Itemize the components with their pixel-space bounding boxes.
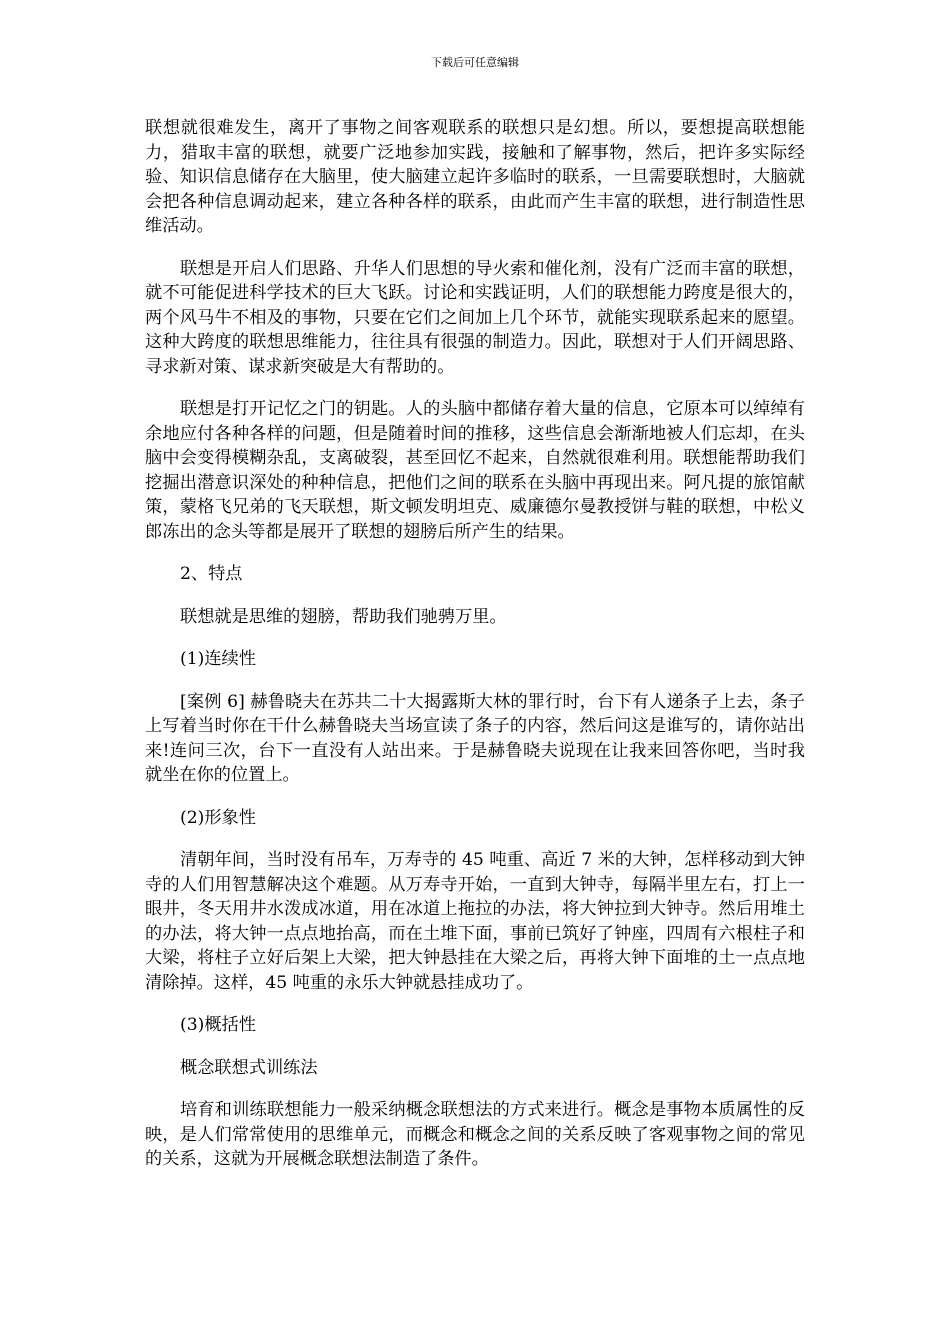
paragraph-1: 联想就很难发生，离开了事物之间客观联系的联想只是幻想。所以，要想提高联想能力，猎取丰富的联想，就要广泛地参加实践，接触和了解事物，然后，把许多实际经验、知识信息储存在大脑里，使大脑建立起许多临时的联系，一旦需要联想时，大脑就会把各种信息调动起来，建立各种各样的联系，由此而产生丰富的联想，进行制造性思维活动。	[145, 118, 805, 236]
subheading-generalization: (3)概括性	[180, 1015, 256, 1035]
paragraph-case-6: [案例 6] 赫鲁晓夫在苏共二十大揭露斯大林的罪行时，台下有人递条子上去，条子上写着当时你在干什么赫鲁晓夫当场宣读了条子的内容，然后问这是谁写的，请你站出来!连问三次，台下一直没有人站出来。于是赫鲁晓夫说现在让我来回答你吧，当时我就坐在你的位置上。	[145, 691, 805, 785]
subheading-continuity: (1)连续性	[180, 649, 256, 669]
paragraph-4: 联想就是思维的翅膀，帮助我们驰骋万里。	[180, 606, 507, 627]
paragraph-3: 联想是打开记忆之门的钥匙。人的头脑中都储存着大量的信息，它原本可以绰绰有余地应付各种各样的问题，但是随着时间的推移，这些信息会渐渐地被人们忘却，在头脑中会变得模糊杂乱，支离破裂，甚至回忆不起来，自然就很难利用。联想能帮助我们挖掘出潜意识深处的种种信息，把他们之间的联系在头脑中再现出来。阿凡提的旅馆献策，蒙格飞兄弟的飞天联想，斯文顿发明坦克、威廉德尔曼教授饼与鞋的联想，中松义郎冻出的念头等都是展开了联想的翅膀后所产生的结果。	[145, 399, 805, 542]
subheading-imagery: (2)形象性	[180, 807, 256, 828]
section-heading-features: 2、特点	[180, 564, 243, 584]
page-header: 下载后可任意编辑	[431, 56, 519, 69]
paragraph-bell: 清朝年间，当时没有吊车，万寿寺的 45 吨重、高近 7 米的大钟，怎样移动到大钟寺的人们用智慧解决这个难题。从万寿寺开始，一直到大钟寺，每隔半里左右，打上一眼井，冬天用井水泼成冰道，用在冰道上拖拉的办法，将大钟拉到大钟寺。然后用堆土的办法，将大钟一点点地抬高，而在土堆下面，事前已筑好了钟座，四周有六根柱子和大梁，将柱子立好后架上大梁，把大钟悬挂在大梁之后，再将大钟下面堆的土一点点地清除掉。这样，45 吨重的永乐大钟就悬挂成功了。	[145, 850, 805, 993]
document-body	[145, 116, 805, 1190]
subheading-concept-training: 概念联想式训练法	[180, 1057, 318, 1078]
paragraph-concept: 培育和训练联想能力一般采纳概念联想法的方式来进行。概念是事物本质属性的反映，是人们常常使用的思维单元，而概念和概念之间的关系反映了客观事物之间的常见的关系，这就为开展概念联想法制造了条件。	[145, 1100, 805, 1169]
paragraph-2: 联想是开启人们思路、升华人们思想的导火索和催化剂，没有广泛而丰富的联想，就不可能促进科学技术的巨大飞跃。讨论和实践证明，人们的联想能力跨度是很大的，两个风马牛不相及的事物，只要在它们之间加上几个环节，就能实现联系起来的愿望。这种大跨度的联想思维能力，往往具有很强的制造力。因此，联想对于人们开阔思路、寻求新对策、谋求新突破是大有帮助的。	[145, 258, 805, 377]
